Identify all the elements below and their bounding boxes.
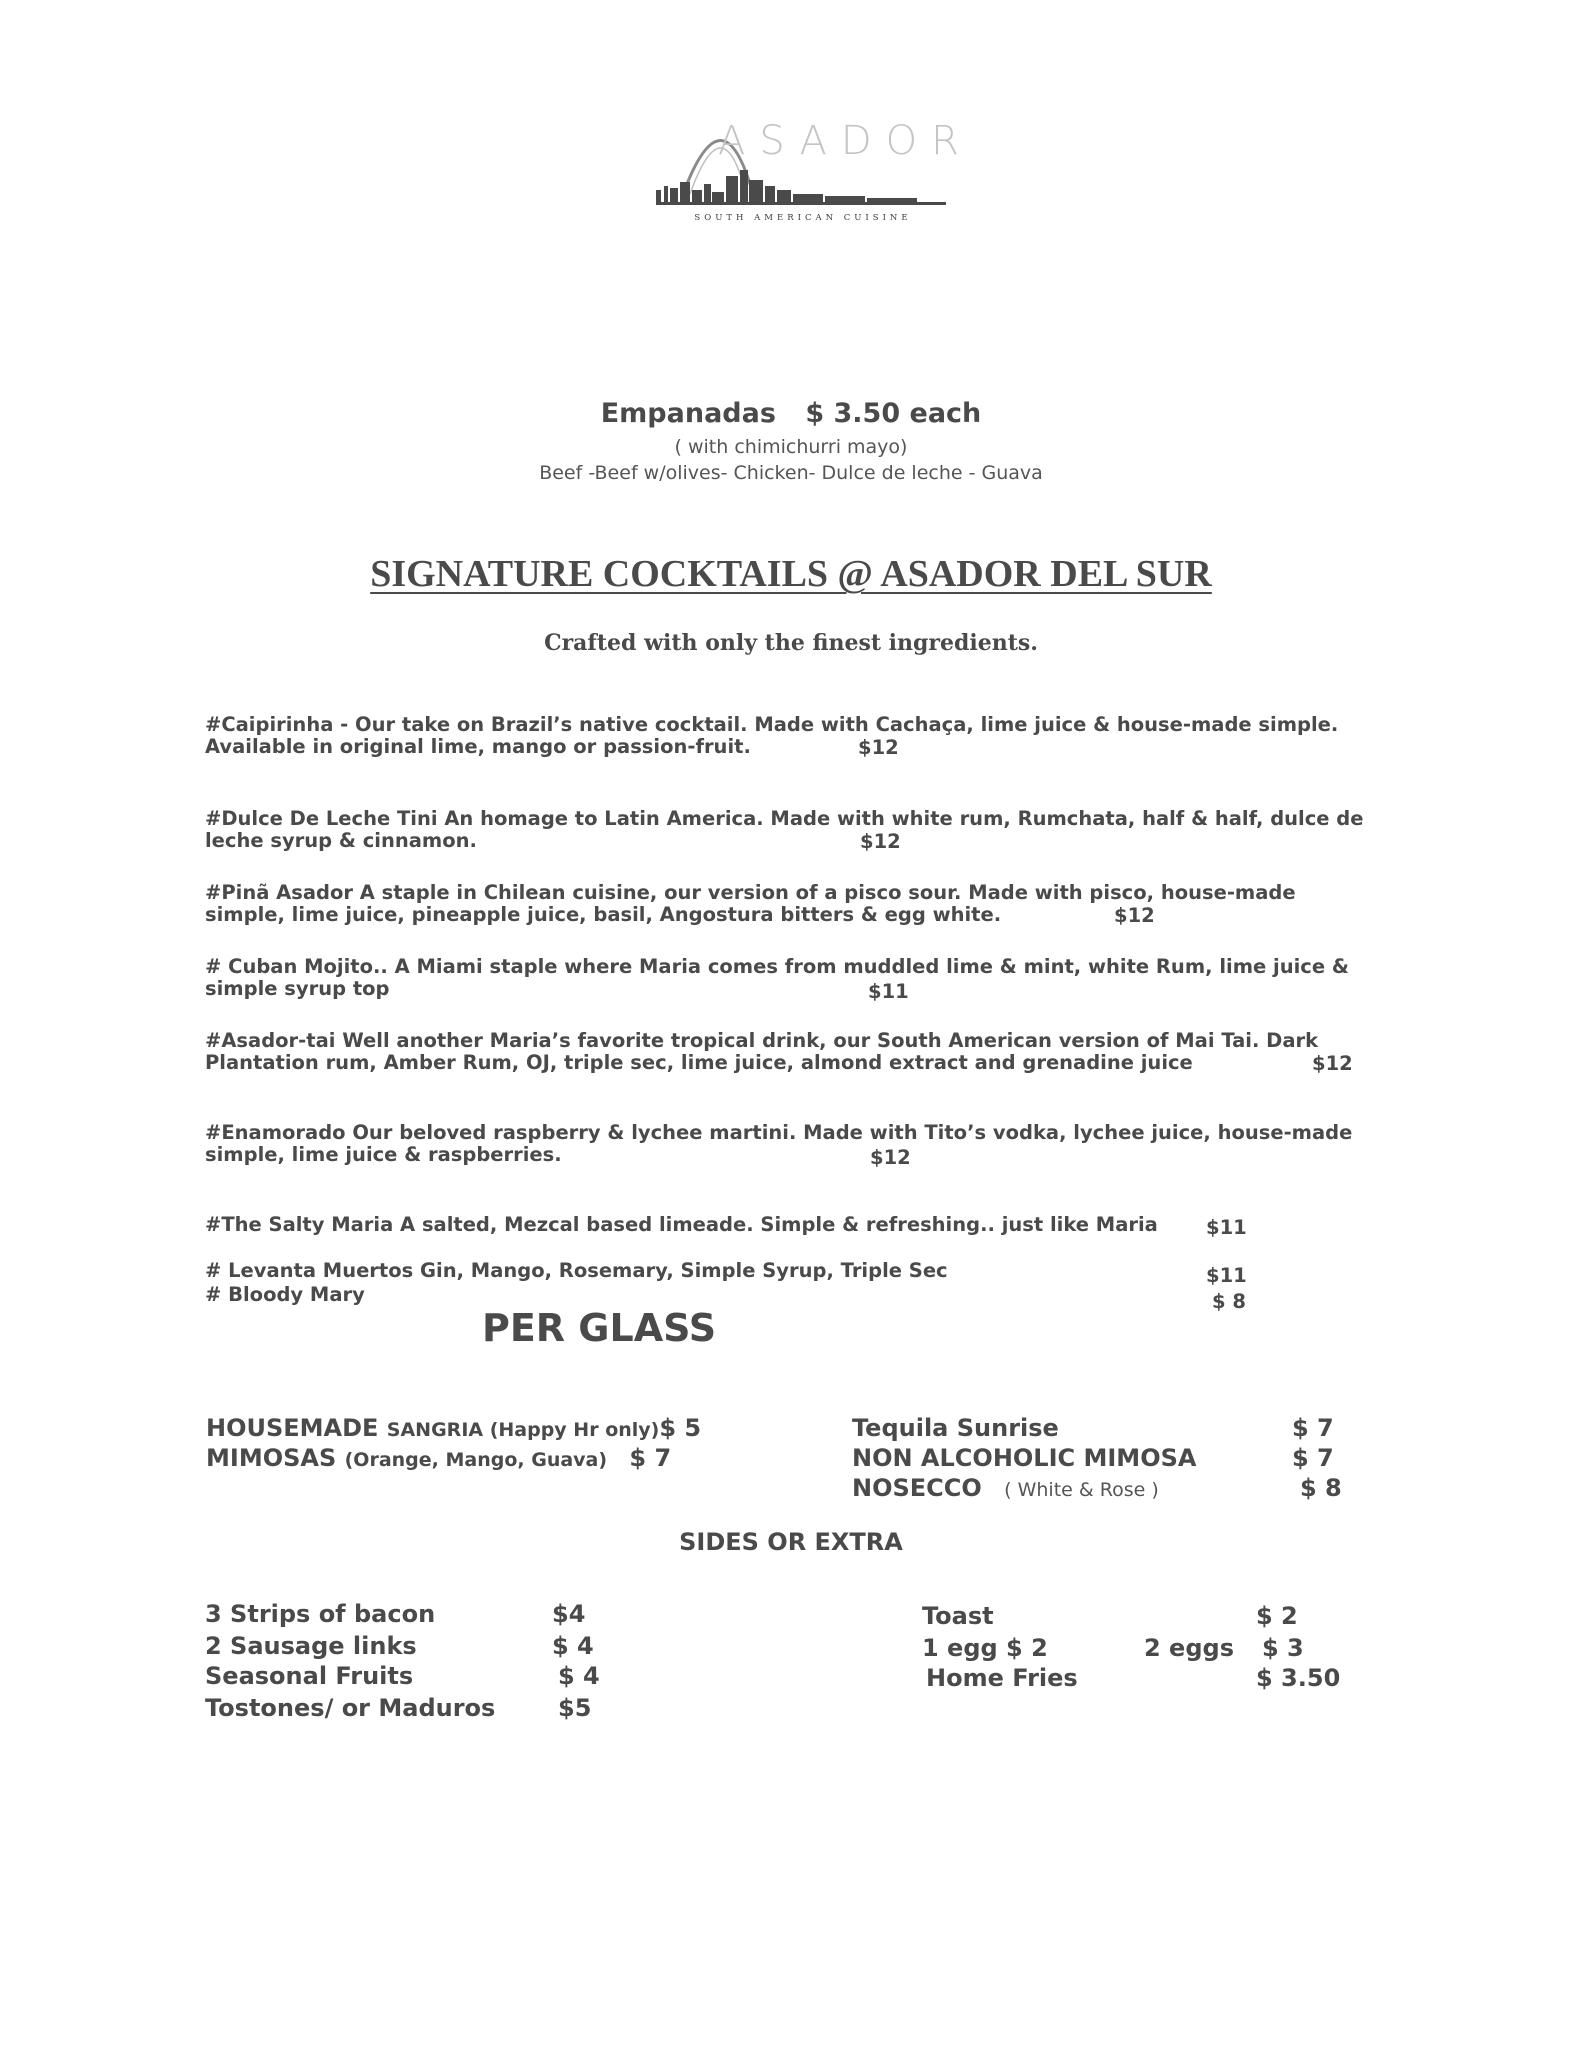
cocktail-item: #Dulce De Leche Tini An homage to Latin America. Made with white rum, Rumchata, half & half, dulce de leche syrup & cinnamon. bbox=[205, 807, 1364, 852]
cocktail-item: #Pinã Asador A staple in Chilean cuisine, our version of a pisco sour. Made with pisco, house-made simple, lime juice, pineapple juice, basil, Angostura bitters & egg white. bbox=[205, 881, 1296, 926]
empanadas-subtitle: ( with chimichurri mayo) bbox=[674, 436, 908, 458]
side-item: Seasonal Fruits bbox=[205, 1662, 414, 1690]
empanadas-title: Empanadas bbox=[600, 398, 776, 429]
cocktail-item: # Cuban Mojito.. A Miami staple where Maria comes from muddled lime & mint, white Rum, lime juice & simple syrup top bbox=[205, 955, 1349, 1000]
side-price: $ 2 bbox=[1256, 1602, 1298, 1630]
drink-price: $ 7 bbox=[1292, 1444, 1334, 1472]
empanadas-price: $ 3.50 each bbox=[805, 398, 982, 429]
side-item: Toast bbox=[922, 1602, 994, 1630]
drink-price: $ 7 bbox=[1292, 1414, 1334, 1442]
cocktail-item: #The Salty Maria A salted, Mezcal based limeade. Simple & refreshing.. just like Maria bbox=[205, 1213, 1158, 1236]
side-price: $ 4 bbox=[558, 1662, 600, 1690]
logo-wordmark: ASADOR bbox=[718, 118, 973, 164]
logo-tagline: SOUTH AMERICAN CUISINE bbox=[694, 213, 912, 223]
cocktail-price: $12 bbox=[860, 830, 901, 853]
side-price: $5 bbox=[558, 1694, 592, 1722]
side-item: Tostones/ or Maduros bbox=[205, 1694, 496, 1722]
side-price: $ 4 bbox=[552, 1632, 594, 1660]
side-item: 1 egg $ 2 bbox=[922, 1634, 1048, 1662]
sides-heading: SIDES OR EXTRA bbox=[679, 1528, 903, 1556]
drink-item: NON ALCOHOLIC MIMOSA bbox=[852, 1444, 1197, 1472]
cocktail-item: #Caipirinha - Our take on Brazil’s native cocktail. Made with Cachaça, lime juice & house-made simple. Available in original lime, mango or passion-fruit. bbox=[205, 713, 1339, 758]
cocktail-price: $11 bbox=[1206, 1216, 1247, 1239]
side-item: 2 eggs bbox=[1144, 1634, 1234, 1662]
cocktail-price: $12 bbox=[1114, 904, 1155, 927]
drink-item: MIMOSAS (Orange, Mango, Guava) $ 7 bbox=[206, 1444, 672, 1472]
drink-price: $ 8 bbox=[1300, 1474, 1342, 1502]
cocktail-item: #Asador-tai Well another Maria’s favorite tropical drink, our South American version of Mai Tai. Dark Plantation rum, Amber Rum, OJ, triple sec, lime juice, almond extract and grenadine juice bbox=[205, 1029, 1319, 1074]
cocktail-item: # Bloody Mary bbox=[205, 1283, 365, 1306]
cocktail-price: $11 bbox=[1206, 1264, 1247, 1287]
cocktail-item: #Enamorado Our beloved raspberry & lychee martini. Made with Tito’s vodka, lychee juice, house-made simple, lime juice & raspberries. bbox=[205, 1121, 1353, 1166]
per-glass-heading: PER GLASS bbox=[482, 1306, 717, 1350]
side-price: $4 bbox=[552, 1600, 586, 1628]
side-price: $ 3 bbox=[1262, 1634, 1304, 1662]
side-item: 2 Sausage links bbox=[205, 1632, 417, 1660]
drink-item: NOSECCO ( White & Rose ) bbox=[852, 1474, 1159, 1502]
empanadas-flavors: Beef -Beef w/olives- Chicken- Dulce de leche - Guava bbox=[539, 462, 1043, 484]
side-price: $ 3.50 bbox=[1256, 1664, 1341, 1692]
cocktail-price: $ 8 bbox=[1212, 1290, 1246, 1313]
drink-item: HOUSEMADE SANGRIA (Happy Hr only)$ 5 bbox=[206, 1414, 702, 1442]
cocktails-heading: SIGNATURE COCKTAILS @ ASADOR DEL SUR bbox=[370, 553, 1212, 595]
side-item: Home Fries bbox=[926, 1664, 1078, 1692]
empanadas-heading bbox=[0, 398, 1582, 429]
cocktails-tagline: Crafted with only the finest ingredients. bbox=[544, 630, 1038, 656]
cocktail-price: $12 bbox=[1312, 1052, 1353, 1075]
cocktail-price: $12 bbox=[870, 1146, 911, 1169]
side-item: 3 Strips of bacon bbox=[205, 1600, 436, 1628]
cocktail-price: $11 bbox=[868, 980, 909, 1003]
drink-item: Tequila Sunrise bbox=[852, 1414, 1059, 1442]
cocktail-price: $12 bbox=[858, 736, 899, 759]
cocktail-item: # Levanta Muertos Gin, Mango, Rosemary, Simple Syrup, Triple Sec bbox=[205, 1259, 948, 1282]
